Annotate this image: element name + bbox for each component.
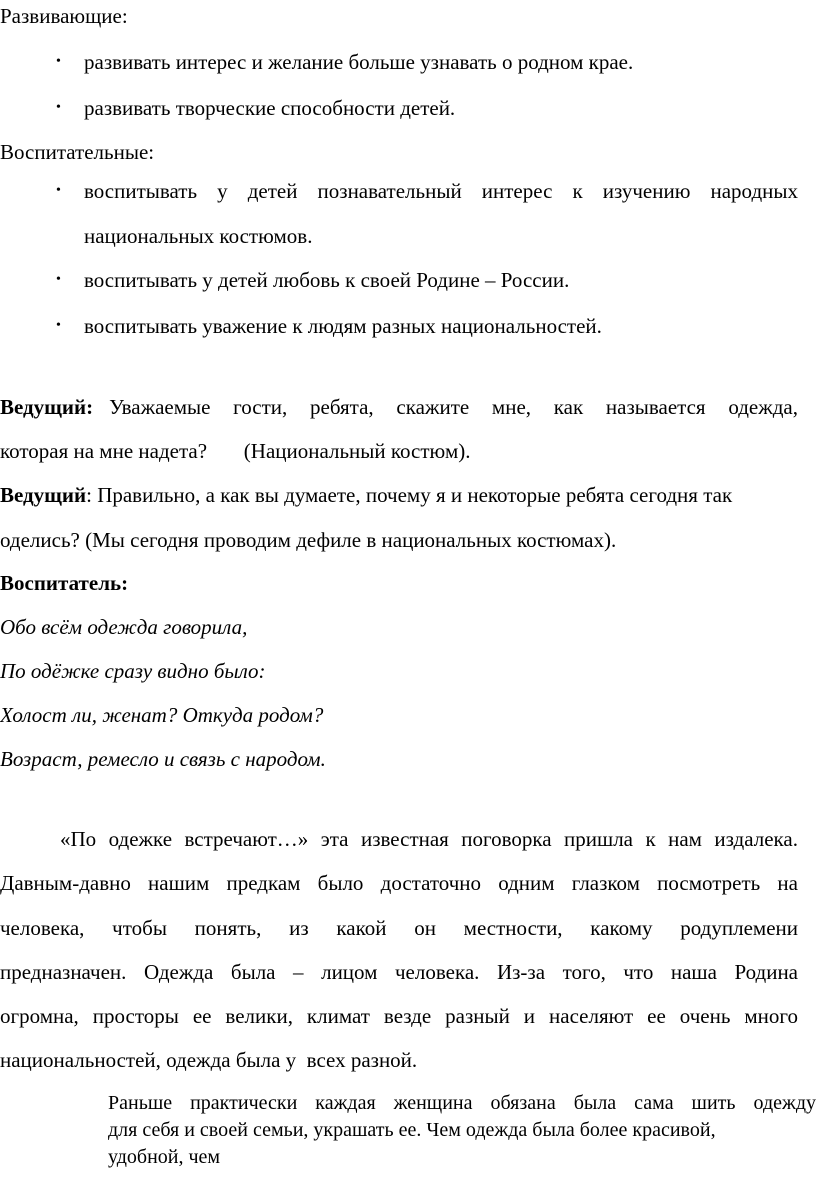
paragraph-line-2: Давным-давно нашим предкам было достаточно одним глазком посмотреть на: [0, 871, 798, 895]
educational-item-1-line-1: воспитывать у детей познавательный интерес к изучению народных: [84, 179, 798, 203]
educational-heading: Воспитательные:: [0, 140, 155, 164]
paragraph-line-1: «По одежке встречают…» эта известная поговорка пришла к нам издалека.: [60, 827, 798, 851]
indented-line-3: удобной, чем: [108, 1146, 221, 1168]
dialog-2-line-2: оделись? (Мы сегодня проводим дефиле в национальных костюмах).: [0, 528, 617, 552]
bullet-marker: •: [56, 100, 61, 115]
indented-line-1: Раньше практически каждая женщина обязана была сама шить одежду: [108, 1092, 816, 1114]
paragraph-line-6: национальностей, одежда была у всех разной.: [0, 1048, 418, 1072]
dialog-2-line-1: [0, 483, 732, 507]
educational-item-3: воспитывать уважение к людям разных национальностей.: [84, 314, 602, 338]
indented-paragraph: [108, 1090, 816, 1171]
paragraph-line-5: огромна, просторы ее велики, климат везде разный и населяют ее очень много: [0, 1004, 798, 1028]
poem-line-2: По одёжке сразу видно было:: [0, 659, 266, 683]
poem-line-4: Возраст, ремесло и связь с народом.: [0, 747, 326, 771]
bullet-marker: •: [56, 272, 61, 287]
speaker-label-educator: Воспитатель:: [0, 571, 129, 595]
dialog-2-text: : Правильно, а как вы думаете, почему я и некоторые ребята сегодня так: [86, 483, 733, 507]
educational-item-2: воспитывать у детей любовь к своей Родине – России.: [84, 268, 570, 292]
dialog-1-line-1: [0, 395, 798, 419]
poem-line-1: Обо всём одежда говорила,: [0, 615, 248, 639]
indented-line-2: для себя и своей семьи, украшать ее. Чем одежда была более красивой,: [108, 1119, 716, 1141]
speaker-label: Ведущий: [0, 483, 87, 507]
speaker-label: Ведущий:: [0, 395, 94, 419]
poem-line-3: Холост ли, женат? Откуда родом?: [0, 703, 324, 727]
developing-item-1: развивать интерес и желание больше узнавать о родном крае.: [84, 50, 634, 74]
dialog-1-text: Уважаемые гости, ребята, скажите мне, как называется одежда,: [109, 395, 798, 419]
bullet-marker: •: [56, 318, 61, 333]
paragraph-line-4: предназначен. Одежда была – лицом человека. Из-за того, что наша Родина: [0, 960, 798, 984]
paragraph-line-3: человека, чтобы понять, из какой он местности, какому родуплемени: [0, 916, 798, 940]
bullet-marker: •: [56, 183, 61, 198]
educational-item-1-line-2: национальных костюмов.: [84, 224, 313, 248]
developing-heading: Развивающие:: [0, 4, 128, 28]
dialog-1-line-2: которая на мне надета? (Национальный костюм).: [0, 439, 471, 463]
bullet-marker: •: [56, 54, 61, 69]
developing-item-2: развивать творческие способности детей.: [84, 96, 456, 120]
